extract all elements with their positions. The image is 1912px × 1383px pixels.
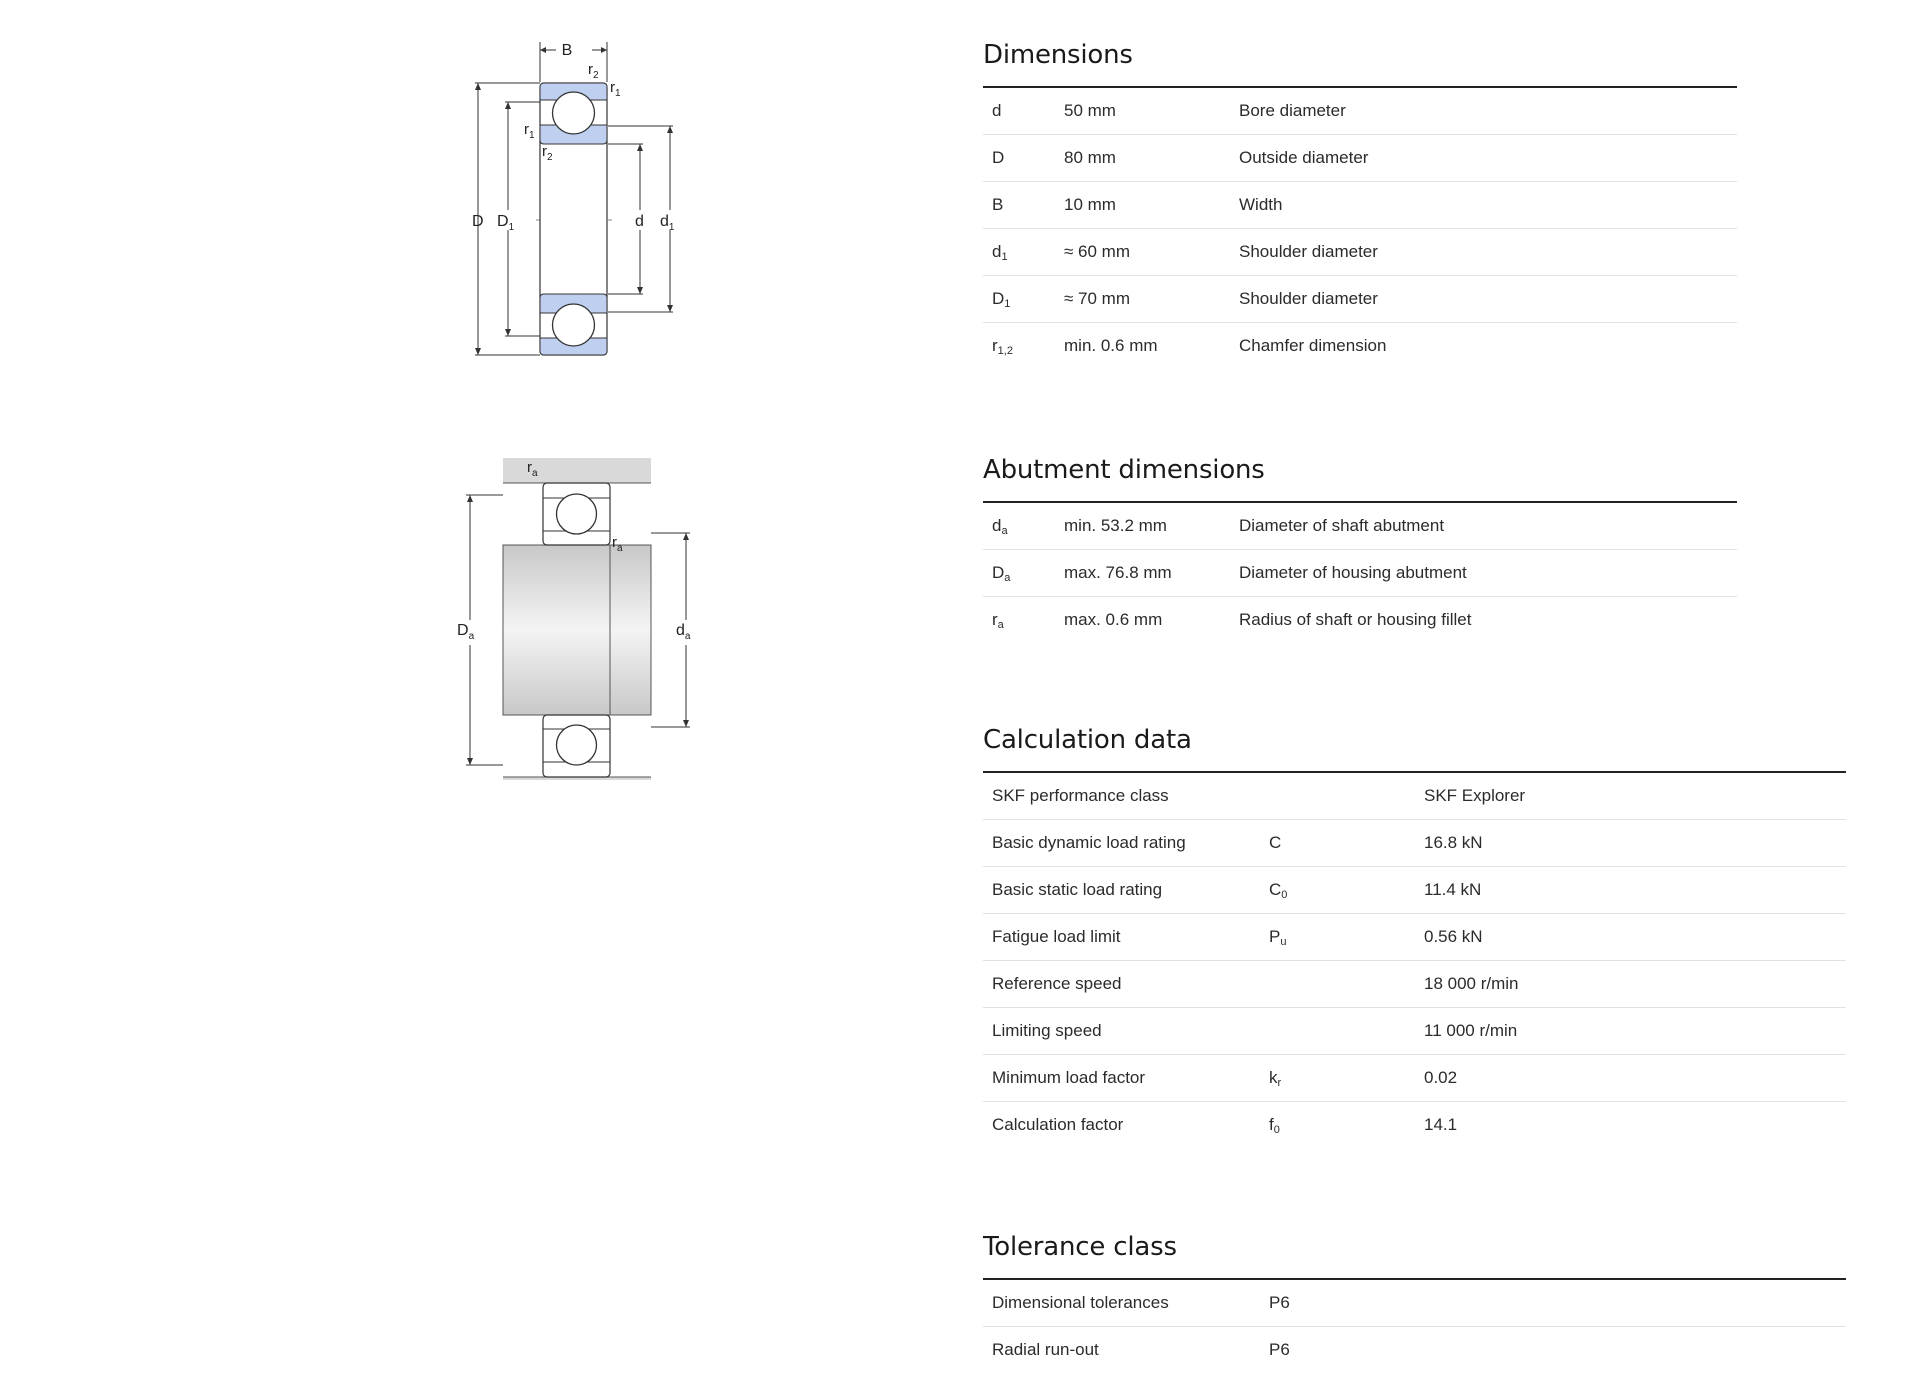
label-Da: $D_a$ [457, 622, 475, 642]
label-cell: Minimum load factor [992, 1068, 1146, 1087]
table-row [983, 914, 1846, 961]
description-cell: Chamfer dimension [1239, 336, 1387, 355]
symbol-cell: $d_1$ [992, 241, 1008, 263]
table-row [983, 597, 1737, 643]
label-cell: Limiting speed [992, 1021, 1102, 1040]
label-da: $d_a$ [676, 622, 691, 642]
description-cell: Width [1239, 195, 1283, 214]
label-ra-mid: $r_a$ [612, 534, 623, 554]
value-cell: ≈ 60 mm [1064, 242, 1131, 261]
value-cell: 10 mm [1064, 195, 1116, 214]
symbol-cell: $D_a$ [992, 562, 1011, 584]
value-cell: 16.8 kN [1424, 833, 1483, 852]
table-row [983, 1327, 1846, 1373]
symbol-cell: $k_r$ [1269, 1067, 1282, 1089]
table-row [983, 867, 1846, 914]
value-cell: ≈ 70 mm [1064, 289, 1131, 308]
description-cell: Outside diameter [1239, 148, 1369, 167]
symbol-cell: $D_1$ [992, 288, 1011, 310]
calculation-title: Calculation data [983, 725, 1192, 755]
table-row [983, 323, 1737, 369]
label-cell: Dimensional tolerances [992, 1293, 1169, 1312]
table-row [983, 182, 1737, 229]
dimensions-section [983, 40, 1737, 369]
symbol-cell: $r_a$ [992, 609, 1004, 631]
value-cell: SKF Explorer [1424, 786, 1526, 805]
value-cell: 11.4 kN [1424, 880, 1482, 899]
table-row [983, 503, 1737, 550]
value-cell: max. 76.8 mm [1064, 563, 1172, 582]
description-cell: Shoulder diameter [1239, 289, 1378, 308]
dimensions-table [983, 86, 1737, 369]
bearing-cross-section-diagram [440, 30, 720, 370]
description-cell: Radius of shaft or housing fillet [1239, 610, 1472, 629]
tolerance-table [983, 1278, 1846, 1373]
value-cell: 0.02 [1424, 1068, 1458, 1087]
label-ra-top: $r_a$ [527, 459, 538, 479]
abutment-diagram [440, 445, 730, 790]
label-cell: Radial run-out [992, 1340, 1099, 1359]
table-row [983, 773, 1846, 820]
label-cell: Fatigue load limit [992, 927, 1121, 946]
description-cell: Shoulder diameter [1239, 242, 1378, 261]
label-d: d [635, 213, 644, 230]
table-row [983, 550, 1737, 597]
calculation-table [983, 771, 1846, 1148]
tolerance-title: Tolerance class [983, 1232, 1177, 1262]
label-cell: SKF performance class [992, 786, 1169, 805]
value-cell: 80 mm [1064, 148, 1116, 167]
label-D1: $D_1$ [497, 213, 515, 233]
label-cell: Basic static load rating [992, 880, 1163, 899]
value-cell: 18 000 r/min [1424, 974, 1519, 993]
table-row [983, 1055, 1846, 1102]
symbol-cell: B [992, 194, 1004, 214]
value-cell: max. 0.6 mm [1064, 610, 1163, 629]
description-cell: Diameter of shaft abutment [1239, 516, 1445, 535]
symbol-cell: $r_{1,2}$ [992, 335, 1013, 357]
label-d1: $d_1$ [660, 213, 675, 233]
value-cell: 0.56 kN [1424, 927, 1483, 946]
label-r2-left: $r_2$ [542, 143, 553, 163]
table-row [983, 88, 1737, 135]
abutment-title: Abutment dimensions [983, 455, 1265, 485]
table-row [983, 1280, 1846, 1327]
description-cell: Diameter of housing abutment [1239, 563, 1467, 582]
table-row [983, 961, 1846, 1008]
table-row [983, 1102, 1846, 1148]
table-row [983, 135, 1737, 182]
symbol-cell: D [992, 147, 1005, 167]
table-row [983, 276, 1737, 323]
label-r1-left: $r_1$ [524, 121, 535, 141]
tolerance-section [983, 1232, 1846, 1373]
symbol-cell: d [992, 100, 1002, 120]
value-cell: P6 [1269, 1293, 1290, 1312]
label-r1-top: $r_1$ [610, 79, 621, 99]
label-cell: Basic dynamic load rating [992, 833, 1186, 852]
dimensions-title: Dimensions [983, 40, 1133, 70]
symbol-cell: $f_0$ [1269, 1114, 1280, 1136]
table-row [983, 820, 1846, 867]
abutment-section [983, 455, 1737, 643]
label-cell: Reference speed [992, 974, 1122, 993]
description-cell: Bore diameter [1239, 101, 1346, 120]
table-row [983, 229, 1737, 276]
table-row [983, 1008, 1846, 1055]
value-cell: 50 mm [1064, 101, 1116, 120]
label-r2-top: $r_2$ [588, 61, 599, 81]
label-D: D [472, 213, 484, 230]
abutment-table [983, 501, 1737, 643]
value-cell: 11 000 r/min [1424, 1021, 1518, 1040]
value-cell: 14.1 [1424, 1115, 1458, 1134]
label-B: B [561, 42, 573, 59]
symbol-cell: C [1269, 832, 1282, 852]
symbol-cell: $P_u$ [1269, 926, 1287, 948]
symbol-cell: $C_0$ [1269, 879, 1288, 901]
value-cell: min. 53.2 mm [1064, 516, 1167, 535]
value-cell: min. 0.6 mm [1064, 336, 1158, 355]
label-cell: Calculation factor [992, 1115, 1124, 1134]
symbol-cell: $d_a$ [992, 515, 1008, 537]
value-cell: P6 [1269, 1340, 1290, 1359]
calculation-section [983, 725, 1846, 1148]
